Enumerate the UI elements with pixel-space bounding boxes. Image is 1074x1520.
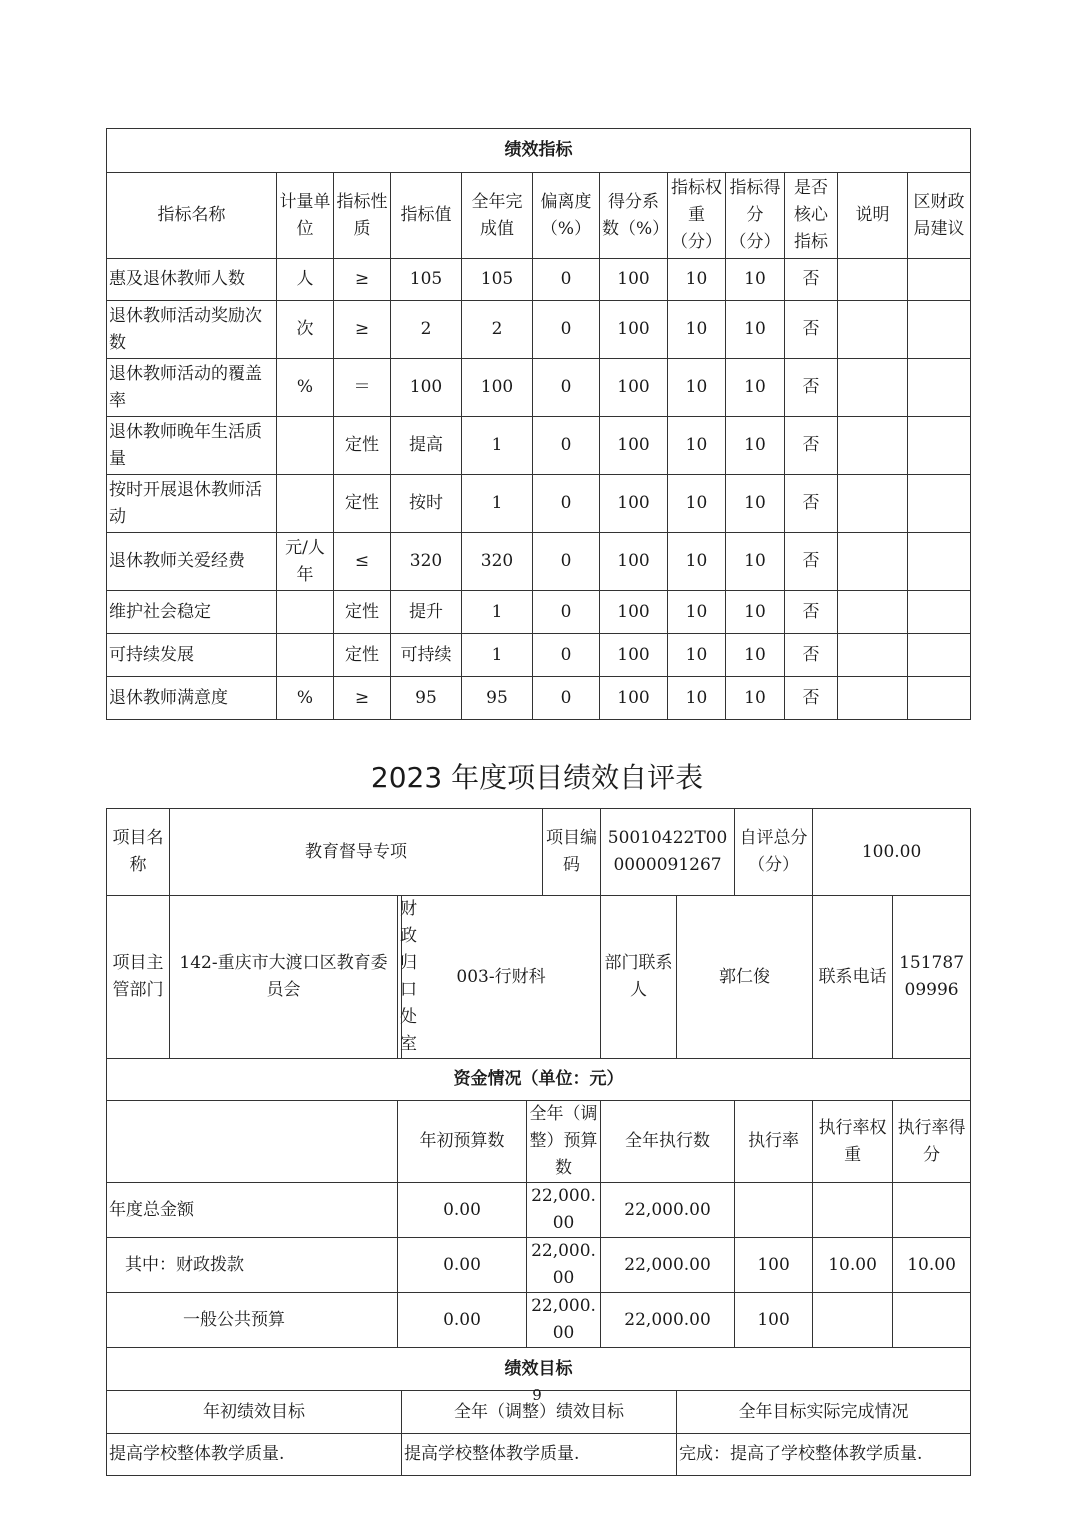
project-code: 50010422T000000091267 <box>601 809 735 896</box>
dept-name: 142-重庆市大渡口区教育委员会 <box>170 896 398 1059</box>
table-cell: 95 <box>462 677 533 720</box>
table-cell: 可持续 <box>391 634 462 677</box>
table-cell: 否 <box>785 359 838 417</box>
table-cell: 10 <box>668 634 726 677</box>
table-cell: 否 <box>785 475 838 533</box>
table-cell <box>908 259 971 301</box>
table-cell: 2 <box>462 301 533 359</box>
table-header-row <box>107 173 971 259</box>
table-cell: 提升 <box>391 591 462 634</box>
funds-cell: 100 <box>735 1293 813 1348</box>
table-cell: 100 <box>600 533 668 591</box>
table-cell <box>908 634 971 677</box>
column-header: 指标性质 <box>334 173 391 259</box>
department-info-row <box>107 896 971 1059</box>
table-cell: 定性 <box>334 475 391 533</box>
performance-indicator-table <box>106 128 971 720</box>
funds-cell: 22,000.00 <box>601 1238 735 1293</box>
table-cell: ≥ <box>334 259 391 301</box>
table-cell: 10 <box>726 359 785 417</box>
page-number: 9 <box>532 1386 542 1404</box>
table-row <box>107 634 971 677</box>
table-cell: 否 <box>785 417 838 475</box>
table-cell <box>277 591 334 634</box>
indicator-name-cell: 退休教师活动的覆盖率 <box>107 359 277 417</box>
table-cell <box>277 417 334 475</box>
table-cell <box>838 677 908 720</box>
goal-cell: 提高学校整体教学质量. <box>107 1434 402 1476</box>
section-title-perf-indicators: 绩效指标 <box>107 129 971 173</box>
table-cell: 按时 <box>391 475 462 533</box>
funds-row-label: 年度总金额 <box>107 1183 398 1238</box>
column-header: 全年完成值 <box>462 173 533 259</box>
table-cell: 否 <box>785 634 838 677</box>
table-cell: 0 <box>533 677 600 720</box>
table-cell: 1 <box>462 417 533 475</box>
table-cell: 10 <box>726 417 785 475</box>
column-header: 指标得分（分） <box>726 173 785 259</box>
funds-cell: 10.00 <box>893 1238 971 1293</box>
table-cell: 10 <box>726 677 785 720</box>
table-cell: 否 <box>785 677 838 720</box>
table-cell <box>838 417 908 475</box>
funds-cell: 22,000.00 <box>601 1293 735 1348</box>
table-cell: 否 <box>785 301 838 359</box>
phone-label: 联系电话 <box>813 896 893 1059</box>
column-header: 指标权重（分） <box>668 173 726 259</box>
table-row <box>107 417 971 475</box>
table-cell: ≥ <box>334 301 391 359</box>
table-cell <box>908 417 971 475</box>
funds-cell: 22,000.00 <box>527 1238 601 1293</box>
table-cell: 提高 <box>391 417 462 475</box>
page-title: 2023 年度项目绩效自评表 <box>370 761 704 794</box>
table-cell <box>908 359 971 417</box>
self-evaluation-table <box>106 808 971 1476</box>
table-cell: 10 <box>668 533 726 591</box>
self-score-label: 自评总分（分） <box>735 809 813 896</box>
table-cell: 0 <box>533 475 600 533</box>
table-row <box>107 259 971 301</box>
column-header: 是否核心指标 <box>785 173 838 259</box>
funds-cell: 22,000.00 <box>527 1293 601 1348</box>
table-cell <box>277 634 334 677</box>
table-cell: 105 <box>462 259 533 301</box>
table-cell: 0 <box>533 417 600 475</box>
table-cell: 元/人年 <box>277 533 334 591</box>
project-name-label: 项目名称 <box>107 809 170 896</box>
table-cell <box>908 475 971 533</box>
project-info-row <box>107 809 971 896</box>
table-cell: ≥ <box>334 677 391 720</box>
funds-header: 年初预算数 <box>398 1101 527 1183</box>
funds-header: 全年（调整）预算数 <box>527 1101 601 1183</box>
table-cell: 10 <box>726 634 785 677</box>
funds-header: 执行率 <box>735 1101 813 1183</box>
table-cell: 10 <box>726 475 785 533</box>
table-cell: 10 <box>668 417 726 475</box>
goal-cell: 提高学校整体教学质量. <box>402 1434 677 1476</box>
funds-cell <box>813 1183 893 1238</box>
table-cell: 1 <box>462 475 533 533</box>
table-cell: 10 <box>726 591 785 634</box>
funds-row <box>107 1238 971 1293</box>
table-cell: 1 <box>462 591 533 634</box>
goals-header: 年初绩效目标 <box>107 1391 402 1434</box>
table-cell: 0 <box>533 359 600 417</box>
table-row <box>107 475 971 533</box>
table-cell <box>908 677 971 720</box>
table-cell: 10 <box>668 259 726 301</box>
funds-header: 全年执行数 <box>601 1101 735 1183</box>
table-cell: 人 <box>277 259 334 301</box>
column-header: 说明 <box>838 173 908 259</box>
goals-header: 全年（调整）绩效目标 <box>402 1391 677 1434</box>
perf-indicator-rows <box>107 259 971 720</box>
dept-label: 项目主管部门 <box>107 896 170 1059</box>
table-cell: 否 <box>785 591 838 634</box>
funds-row <box>107 1293 971 1348</box>
table-cell: 95 <box>391 677 462 720</box>
table-cell <box>838 259 908 301</box>
table-cell: 10 <box>668 475 726 533</box>
table-cell: 0 <box>533 533 600 591</box>
table-cell: 否 <box>785 533 838 591</box>
table-cell: 100 <box>600 259 668 301</box>
funds-cell: 10.00 <box>813 1238 893 1293</box>
table-cell <box>838 475 908 533</box>
table-cell: 10 <box>668 591 726 634</box>
finance-office: 003-行财科 <box>402 896 601 1059</box>
funds-cell: 0.00 <box>398 1293 527 1348</box>
table-row <box>107 677 971 720</box>
table-cell: 10 <box>726 533 785 591</box>
table-cell: 10 <box>726 259 785 301</box>
table-cell <box>908 533 971 591</box>
table-cell: 10 <box>668 359 726 417</box>
table-cell <box>838 634 908 677</box>
table-cell: 100 <box>600 359 668 417</box>
table-cell: % <box>277 359 334 417</box>
table-cell <box>838 533 908 591</box>
table-cell: 定性 <box>334 417 391 475</box>
table-cell: 100 <box>462 359 533 417</box>
table-cell: 10 <box>668 301 726 359</box>
funds-header-row <box>107 1101 971 1183</box>
column-header: 指标值 <box>391 173 462 259</box>
table-cell: ≤ <box>334 533 391 591</box>
table-cell <box>838 359 908 417</box>
contact-name: 郭仁俊 <box>677 896 813 1059</box>
column-header: 区财政局建议 <box>908 173 971 259</box>
funds-row-label: 其中：财政拨款 <box>107 1238 398 1293</box>
funds-section-title: 资金情况（单位：元） <box>107 1059 971 1101</box>
goal-cell: 完成：提高了学校整体教学质量. <box>677 1434 971 1476</box>
table-cell: % <box>277 677 334 720</box>
project-name: 教育督导专项 <box>170 809 543 896</box>
table-cell: 100 <box>391 359 462 417</box>
goals-header: 全年目标实际完成情况 <box>677 1391 971 1434</box>
indicator-name-cell: 维护社会稳定 <box>107 591 277 634</box>
funds-row-label: 一般公共预算 <box>107 1293 398 1348</box>
table-cell: 100 <box>600 591 668 634</box>
table-cell: 2 <box>391 301 462 359</box>
goals-section-title: 绩效目标 <box>107 1348 971 1391</box>
funds-cell <box>735 1183 813 1238</box>
indicator-name-cell: 退休教师活动奖励次数 <box>107 301 277 359</box>
indicator-name-cell: 按时开展退休教师活动 <box>107 475 277 533</box>
funds-header: 执行率权重 <box>813 1101 893 1183</box>
table-cell: 320 <box>462 533 533 591</box>
table-cell: 100 <box>600 417 668 475</box>
table-cell: 0 <box>533 301 600 359</box>
project-code-label: 项目编码 <box>543 809 601 896</box>
funds-cell: 0.00 <box>398 1238 527 1293</box>
table-cell: 320 <box>391 533 462 591</box>
table-cell: 定性 <box>334 591 391 634</box>
indicator-name-cell: 惠及退休教师人数 <box>107 259 277 301</box>
funds-header: 执行率得分 <box>893 1101 971 1183</box>
table-cell <box>908 591 971 634</box>
funds-header-blank <box>107 1101 398 1183</box>
table-cell: 100 <box>600 634 668 677</box>
table-cell <box>838 301 908 359</box>
table-cell: 0 <box>533 259 600 301</box>
finance-office-label: 财政归口处室 <box>398 896 402 1059</box>
indicator-name-cell: 退休教师满意度 <box>107 677 277 720</box>
table-row <box>107 591 971 634</box>
table-cell: 100 <box>600 301 668 359</box>
table-cell: 10 <box>726 301 785 359</box>
table-cell: 0 <box>533 591 600 634</box>
table-cell: ＝ <box>334 359 391 417</box>
funds-cell <box>893 1293 971 1348</box>
contact-label: 部门联系人 <box>601 896 677 1059</box>
table-cell <box>838 591 908 634</box>
table-cell: 1 <box>462 634 533 677</box>
funds-cell: 100 <box>735 1238 813 1293</box>
column-header: 偏离度（%） <box>533 173 600 259</box>
table-cell: 否 <box>785 259 838 301</box>
funds-cell <box>813 1293 893 1348</box>
funds-cell <box>893 1183 971 1238</box>
funds-cell: 22,000.00 <box>601 1183 735 1238</box>
table-cell: 100 <box>600 677 668 720</box>
column-header: 计量单位 <box>277 173 334 259</box>
indicator-name-cell: 退休教师晚年生活质量 <box>107 417 277 475</box>
table-cell: 100 <box>600 475 668 533</box>
indicator-name-cell: 退休教师关爱经费 <box>107 533 277 591</box>
funds-cell: 22,000.00 <box>527 1183 601 1238</box>
table-cell: 次 <box>277 301 334 359</box>
column-header: 得分系数（%） <box>600 173 668 259</box>
self-score: 100.00 <box>813 809 971 896</box>
phone-number: 15178709996 <box>893 896 971 1059</box>
funds-cell: 0.00 <box>398 1183 527 1238</box>
table-row <box>107 359 971 417</box>
goals-row <box>107 1434 971 1476</box>
table-cell <box>277 475 334 533</box>
table-cell <box>908 301 971 359</box>
table-row <box>107 533 971 591</box>
table-row <box>107 301 971 359</box>
indicator-name-cell: 可持续发展 <box>107 634 277 677</box>
table-cell: 105 <box>391 259 462 301</box>
funds-row <box>107 1183 971 1238</box>
column-header: 指标名称 <box>107 173 277 259</box>
table-cell: 定性 <box>334 634 391 677</box>
table-cell: 10 <box>668 677 726 720</box>
table-cell: 0 <box>533 634 600 677</box>
